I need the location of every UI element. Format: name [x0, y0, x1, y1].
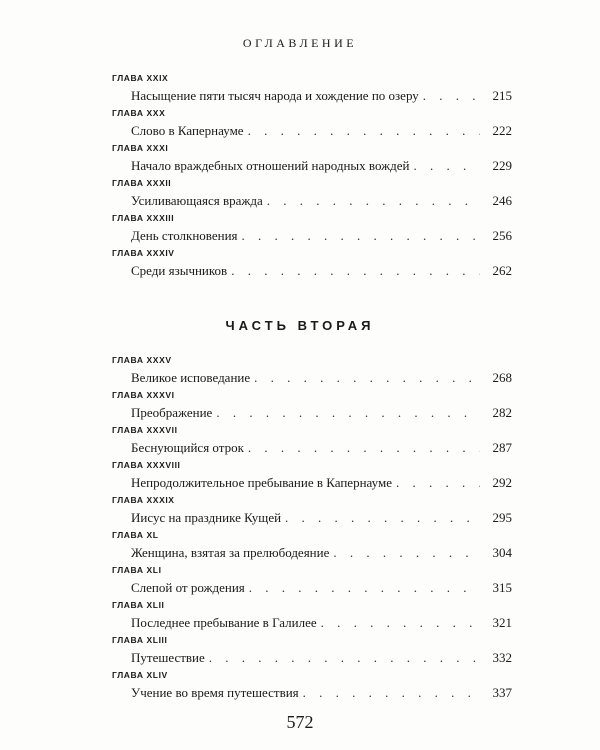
chapter-title: Последнее пребывание в Галилее: [131, 615, 317, 630]
toc-row: [112, 119, 512, 142]
chapter-title: Слепой от рождения: [131, 580, 245, 595]
toc-row: [112, 681, 512, 704]
chapter-label: ГЛАВА XXIX: [112, 73, 169, 83]
toc-row: [112, 154, 512, 177]
chapter-label: ГЛАВА XXXVII: [112, 425, 178, 435]
toc-row: [112, 436, 512, 459]
part-two-title: ЧАСТЬ ВТОРАЯ: [225, 318, 375, 333]
chapter-label: ГЛАВА XXXI: [112, 143, 169, 153]
dot-leader: [396, 471, 480, 494]
toc-entry: [112, 424, 512, 459]
dot-leader: [303, 681, 480, 704]
chapter-page-number: 321: [492, 615, 512, 630]
chapter-label: ГЛАВА XXXIII: [112, 213, 175, 223]
chapter-page-number: 229: [492, 158, 512, 173]
toc-row: [112, 576, 512, 599]
toc-entry: [112, 107, 512, 142]
dot-leader: [333, 541, 480, 564]
chapter-title: Непродолжительное пребывание в Капернауме: [131, 475, 392, 490]
toc-row: [112, 506, 512, 529]
chapter-page-number: 222: [492, 123, 512, 138]
dot-leader: [242, 224, 480, 247]
chapter-label: ГЛАВА XXXIV: [112, 248, 175, 258]
chapter-label: ГЛАВА XL: [112, 530, 159, 540]
chapter-title: Учение во время путешествия: [131, 685, 299, 700]
toc-entry: [112, 212, 512, 247]
chapter-label: ГЛАВА XLIV: [112, 670, 168, 680]
chapter-page-number: 215: [492, 88, 512, 103]
chapter-page-number: 282: [492, 405, 512, 420]
dot-leader: [248, 119, 480, 142]
toc-entry: [112, 529, 512, 564]
chapter-page-number: 315: [492, 580, 512, 595]
chapter-page-number: 268: [492, 370, 512, 385]
chapter-label: ГЛАВА XXX: [112, 108, 166, 118]
chapter-label: ГЛАВА XLIII: [112, 635, 168, 645]
toc-row: [112, 611, 512, 634]
toc-entry: [112, 564, 512, 599]
chapter-label: ГЛАВА XLII: [112, 600, 165, 610]
toc-section-one: [112, 72, 512, 282]
chapter-page-number: 337: [492, 685, 512, 700]
toc-entry: [112, 354, 512, 389]
toc-entry: [112, 72, 512, 107]
toc-entry: [112, 247, 512, 282]
dot-leader: [423, 84, 480, 107]
dot-leader: [216, 401, 480, 424]
toc-entry: [112, 177, 512, 212]
dot-leader: [321, 611, 480, 634]
chapter-page-number: 246: [492, 193, 512, 208]
dot-leader: [285, 506, 480, 529]
toc-row: [112, 401, 512, 424]
dot-leader: [413, 154, 480, 177]
dot-leader: [249, 576, 480, 599]
toc-row: [112, 259, 512, 282]
chapter-title: Беснующийся отрок: [131, 440, 244, 455]
toc-entry: [112, 142, 512, 177]
chapter-title: Усиливающаяся вражда: [131, 193, 263, 208]
toc-row: [112, 224, 512, 247]
chapter-title: Женщина, взятая за прелюбодеяние: [131, 545, 330, 560]
chapter-label: ГЛАВА XXXII: [112, 178, 172, 188]
chapter-label: ГЛАВА XXXVIII: [112, 460, 181, 470]
chapter-label: ГЛАВА XXXVI: [112, 390, 175, 400]
toc-entry: [112, 494, 512, 529]
chapter-title: Слово в Капернауме: [131, 123, 244, 138]
chapter-title: День столкновения: [131, 228, 238, 243]
chapter-page-number: 332: [492, 650, 512, 665]
dot-leader: [254, 366, 480, 389]
toc-row: [112, 84, 512, 107]
chapter-page-number: 256: [492, 228, 512, 243]
dot-leader: [267, 189, 480, 212]
toc-entry: [112, 599, 512, 634]
chapter-label: ГЛАВА XXXV: [112, 355, 172, 365]
chapter-title: Преображение: [131, 405, 213, 420]
dot-leader: [248, 436, 480, 459]
chapter-title: Начало враждебных отношений народных вождей: [131, 158, 410, 173]
chapter-page-number: 295: [492, 510, 512, 525]
running-head: ОГЛАВЛЕНИЕ: [242, 36, 358, 50]
chapter-page-number: 304: [492, 545, 512, 560]
toc-entry: [112, 634, 512, 669]
page-number: 572: [286, 712, 314, 732]
toc-row: [112, 471, 512, 494]
toc-row: [112, 541, 512, 564]
toc-entry: [112, 669, 512, 704]
chapter-title: Среди язычников: [131, 263, 228, 278]
toc-entry: [112, 389, 512, 424]
dot-leader: [209, 646, 480, 669]
chapter-page-number: 262: [492, 263, 512, 278]
chapter-label: ГЛАВА XXXIX: [112, 495, 175, 505]
chapter-title: Насыщение пяти тысяч народа и хождение по озеру: [131, 88, 419, 103]
chapter-page-number: 287: [492, 440, 512, 455]
dot-leader: [231, 259, 480, 282]
toc-row: [112, 189, 512, 212]
toc-section-two: [112, 354, 512, 704]
chapter-page-number: 292: [492, 475, 512, 490]
toc-row: [112, 366, 512, 389]
chapter-title: Путешествие: [131, 650, 205, 665]
toc-row: [112, 646, 512, 669]
chapter-label: ГЛАВА XLI: [112, 565, 162, 575]
chapter-title: Иисус на празднике Кущей: [131, 510, 282, 525]
chapter-title: Великое исповедание: [131, 370, 251, 385]
toc-entry: [112, 459, 512, 494]
